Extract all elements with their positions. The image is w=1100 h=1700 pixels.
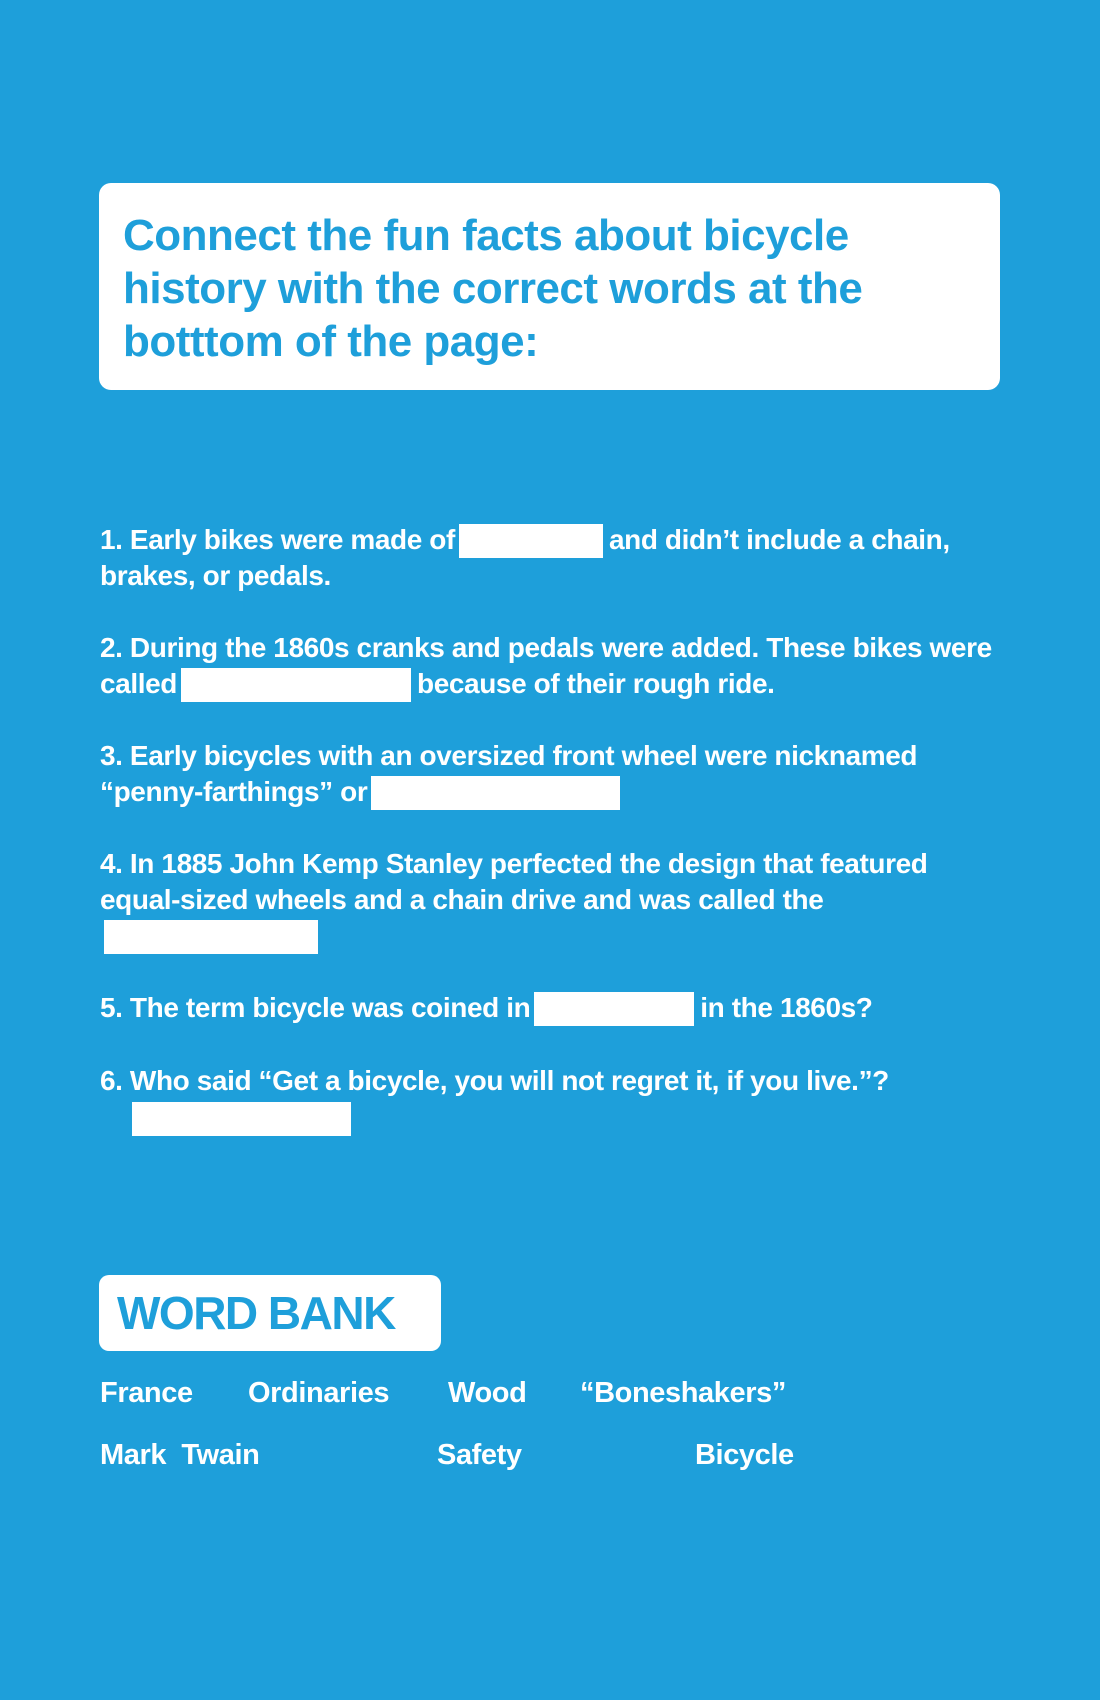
question-3	[100, 738, 1000, 810]
question-4	[100, 846, 1000, 954]
answer-blank-3[interactable]	[371, 776, 620, 810]
question-5-text-end: in the 1860s?	[700, 992, 873, 1023]
word-bank-item: Ordinaries	[248, 1377, 390, 1409]
word-bank-item: France	[100, 1377, 193, 1409]
instructions-title: Connect the fun facts about bicycle history with the correct words at the botttom of the page:	[123, 211, 863, 366]
word-bank-item: Safety	[437, 1439, 522, 1471]
question-6-text: 6. Who said “Get a bicycle, you will not regret it, if you live.”?	[100, 1065, 889, 1096]
question-1	[100, 522, 1000, 594]
question-2-text-end: because of their rough ride.	[416, 668, 775, 699]
instructions-card	[99, 183, 1000, 390]
question-1-text-start: 1. Early bikes were made of	[100, 524, 455, 555]
word-bank-item: Wood	[448, 1377, 527, 1409]
answer-blank-5[interactable]	[534, 992, 694, 1026]
question-3-text: 3. Early bicycles with an oversized front wheel were nicknamed “penny-farthings” or	[100, 740, 918, 807]
question-4-text: 4. In 1885 John Kemp Stanley perfected the design that featured equal-sized wheels and a chain drive and was called the	[100, 848, 928, 915]
question-6	[100, 1063, 1000, 1099]
word-bank-title: WORD BANK	[117, 1287, 395, 1339]
word-bank-card	[99, 1275, 441, 1351]
question-2	[100, 630, 1000, 702]
answer-blank-1[interactable]	[459, 524, 603, 558]
question-5-text-start: 5. The term bicycle was coined in	[100, 992, 531, 1023]
word-bank-item: Bicycle	[695, 1439, 794, 1471]
question-5	[100, 990, 1000, 1026]
answer-blank-6[interactable]	[132, 1102, 351, 1136]
question-2-text-start: 2. During the 1860s cranks and pedals were added. These bikes were called	[100, 632, 992, 699]
answer-blank-2[interactable]	[181, 668, 411, 702]
word-bank-item: “Boneshakers”	[580, 1377, 786, 1409]
question-1-text-end: and didn’t include a chain, brakes, or pedals.	[100, 524, 950, 591]
answer-blank-4[interactable]	[104, 920, 318, 954]
word-bank-item: Mark Twain	[100, 1439, 260, 1471]
